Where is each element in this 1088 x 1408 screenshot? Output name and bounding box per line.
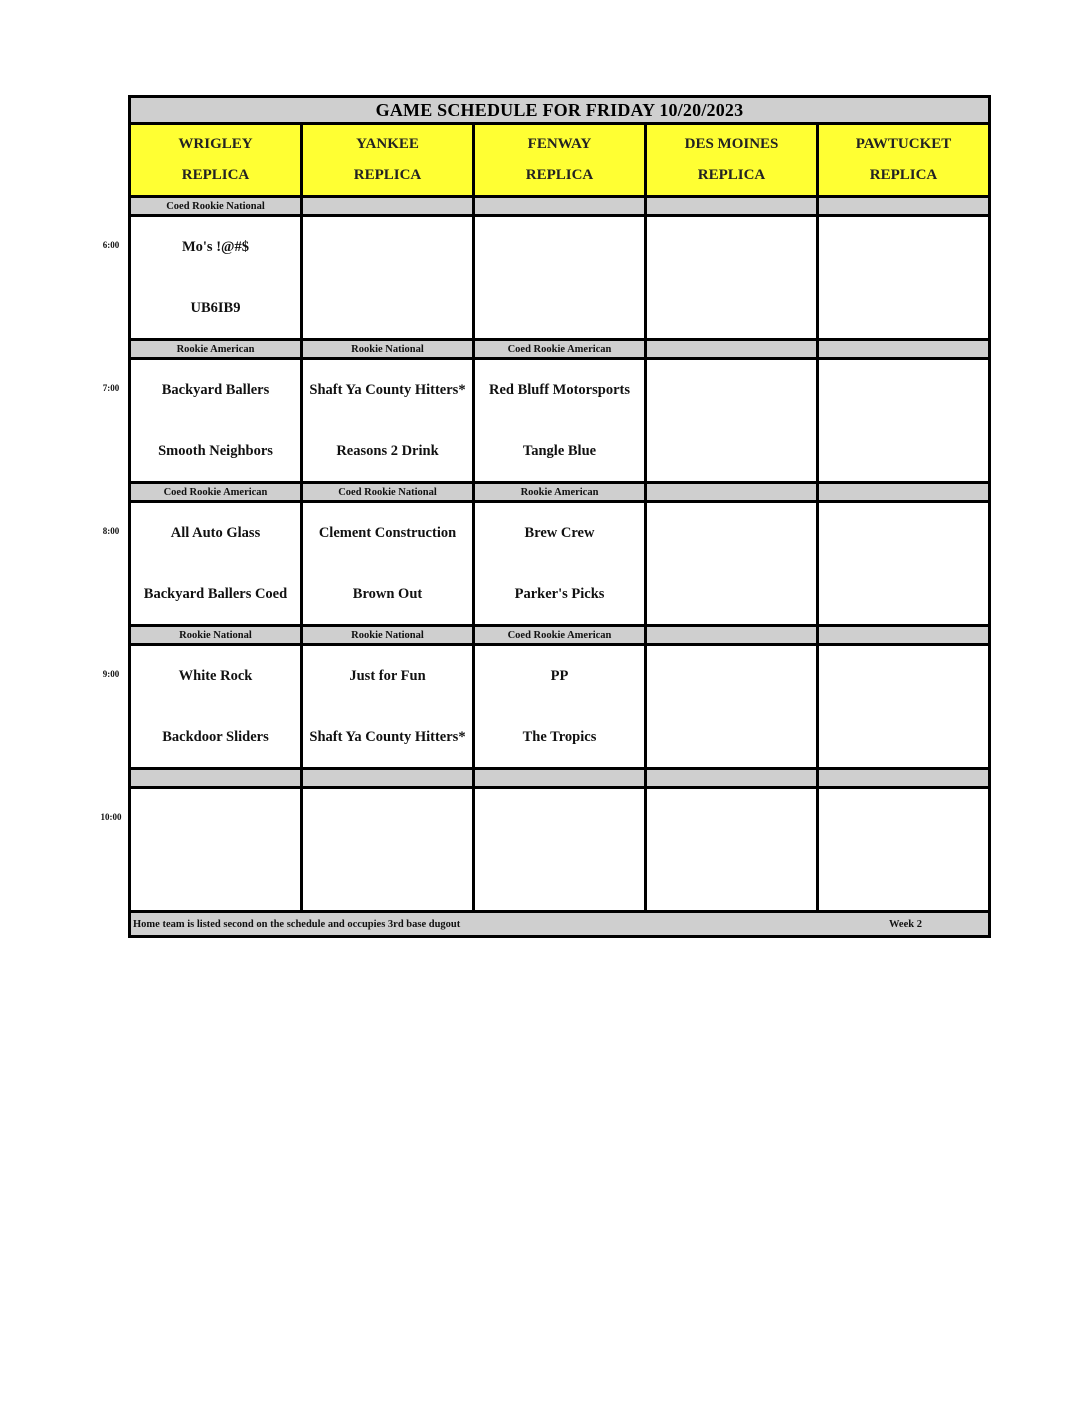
division-label: [819, 198, 988, 214]
home-team: Brown Out: [352, 586, 423, 602]
division-label: [819, 627, 988, 643]
away-team: Backyard Ballers: [161, 382, 270, 398]
field-name: WRIGLEY: [178, 136, 253, 152]
division-label: [475, 198, 647, 214]
game-cell: [647, 217, 819, 338]
home-team: Parker's Picks: [514, 586, 605, 602]
division-label: [647, 341, 819, 357]
game-cell: [819, 503, 988, 624]
game-cell: [303, 360, 475, 481]
home-team: Backyard Ballers Coed: [143, 586, 288, 602]
field-header: [475, 125, 647, 195]
home-team: The Tropics: [522, 729, 597, 745]
field-type: REPLICA: [181, 167, 250, 183]
home-team: Tangle Blue: [522, 443, 597, 459]
division-label: [647, 627, 819, 643]
game-row: [131, 217, 988, 341]
division-row: [131, 484, 988, 503]
time-label: 9:00: [102, 669, 120, 679]
schedule-table: [128, 95, 991, 938]
division-label: [475, 770, 647, 786]
game-cell: [819, 789, 988, 910]
away-team: Clement Construction: [318, 525, 457, 541]
game-row: [131, 360, 988, 484]
division-label: Rookie National: [131, 627, 303, 643]
game-cell: [647, 503, 819, 624]
home-team: Shaft Ya County Hitters*: [309, 729, 466, 745]
division-label: [647, 484, 819, 500]
field-header: [303, 125, 475, 195]
game-cell: [475, 217, 647, 338]
division-label: [647, 198, 819, 214]
game-cell: [819, 217, 988, 338]
field-header: [131, 125, 303, 195]
division-label: [819, 484, 988, 500]
division-label: Rookie National: [303, 341, 475, 357]
week-label: Week 2: [889, 918, 922, 930]
division-label: Coed Rookie American: [475, 627, 647, 643]
time-label: 7:00: [102, 383, 120, 393]
field-header-row: [131, 125, 988, 198]
away-team: White Rock: [178, 668, 253, 684]
home-team: UB6IB9: [190, 300, 241, 316]
away-team: Brew Crew: [524, 525, 595, 541]
game-row: [131, 503, 988, 627]
away-team: All Auto Glass: [170, 525, 261, 541]
field-type: REPLICA: [869, 167, 938, 183]
game-cell: [647, 646, 819, 767]
away-team: Mo's !@#$: [181, 239, 250, 255]
time-label: 6:00: [102, 240, 120, 250]
schedule-title: GAME SCHEDULE FOR FRIDAY 10/20/2023: [131, 98, 988, 125]
game-row: [131, 646, 988, 770]
field-name: FENWAY: [527, 136, 592, 152]
game-cell: [131, 789, 303, 910]
home-team-note: Home team is listed second on the schedule and occupies 3rd base dugout: [133, 918, 461, 930]
division-label: [819, 770, 988, 786]
game-cell: [131, 503, 303, 624]
game-cell: [131, 360, 303, 481]
away-team: Red Bluff Motorsports: [489, 382, 630, 398]
game-cell: [303, 217, 475, 338]
division-label: [131, 770, 303, 786]
game-cell: [475, 789, 647, 910]
game-cell: [819, 360, 988, 481]
game-row: [131, 789, 988, 913]
field-header: [819, 125, 988, 195]
division-label: Coed Rookie National: [131, 198, 303, 214]
game-cell: [303, 503, 475, 624]
game-cell: [131, 646, 303, 767]
division-row: [131, 198, 988, 217]
division-label: Coed Rookie American: [475, 341, 647, 357]
schedule-footer: [131, 913, 988, 935]
division-row: [131, 627, 988, 646]
division-label: [647, 770, 819, 786]
game-cell: [475, 503, 647, 624]
home-team: Smooth Neighbors: [158, 443, 273, 459]
field-type: REPLICA: [353, 167, 422, 183]
field-type: REPLICA: [525, 167, 594, 183]
game-cell: [475, 646, 647, 767]
game-cell: [303, 789, 475, 910]
home-team: Reasons 2 Drink: [336, 443, 439, 459]
home-team: Backdoor Sliders: [162, 729, 269, 745]
game-cell: [647, 789, 819, 910]
game-cell: [131, 217, 303, 338]
division-label: [303, 770, 475, 786]
game-cell: [303, 646, 475, 767]
division-label: Coed Rookie National: [303, 484, 475, 500]
division-label: Rookie National: [303, 627, 475, 643]
division-row: [131, 341, 988, 360]
field-type: REPLICA: [697, 167, 766, 183]
field-name: YANKEE: [356, 136, 419, 152]
time-label: 10:00: [100, 812, 122, 822]
away-team: Just for Fun: [349, 668, 426, 684]
division-label: Coed Rookie American: [131, 484, 303, 500]
game-cell: [647, 360, 819, 481]
division-label: [819, 341, 988, 357]
away-team: PP: [550, 668, 569, 684]
game-cell: [475, 360, 647, 481]
away-team: Shaft Ya County Hitters*: [309, 382, 466, 398]
division-label: [303, 198, 475, 214]
division-label: Rookie American: [475, 484, 647, 500]
field-name: PAWTUCKET: [855, 136, 952, 152]
division-label: Rookie American: [131, 341, 303, 357]
game-cell: [819, 646, 988, 767]
field-name: DES MOINES: [684, 136, 779, 152]
field-header: [647, 125, 819, 195]
division-row: [131, 770, 988, 789]
time-label: 8:00: [102, 526, 120, 536]
